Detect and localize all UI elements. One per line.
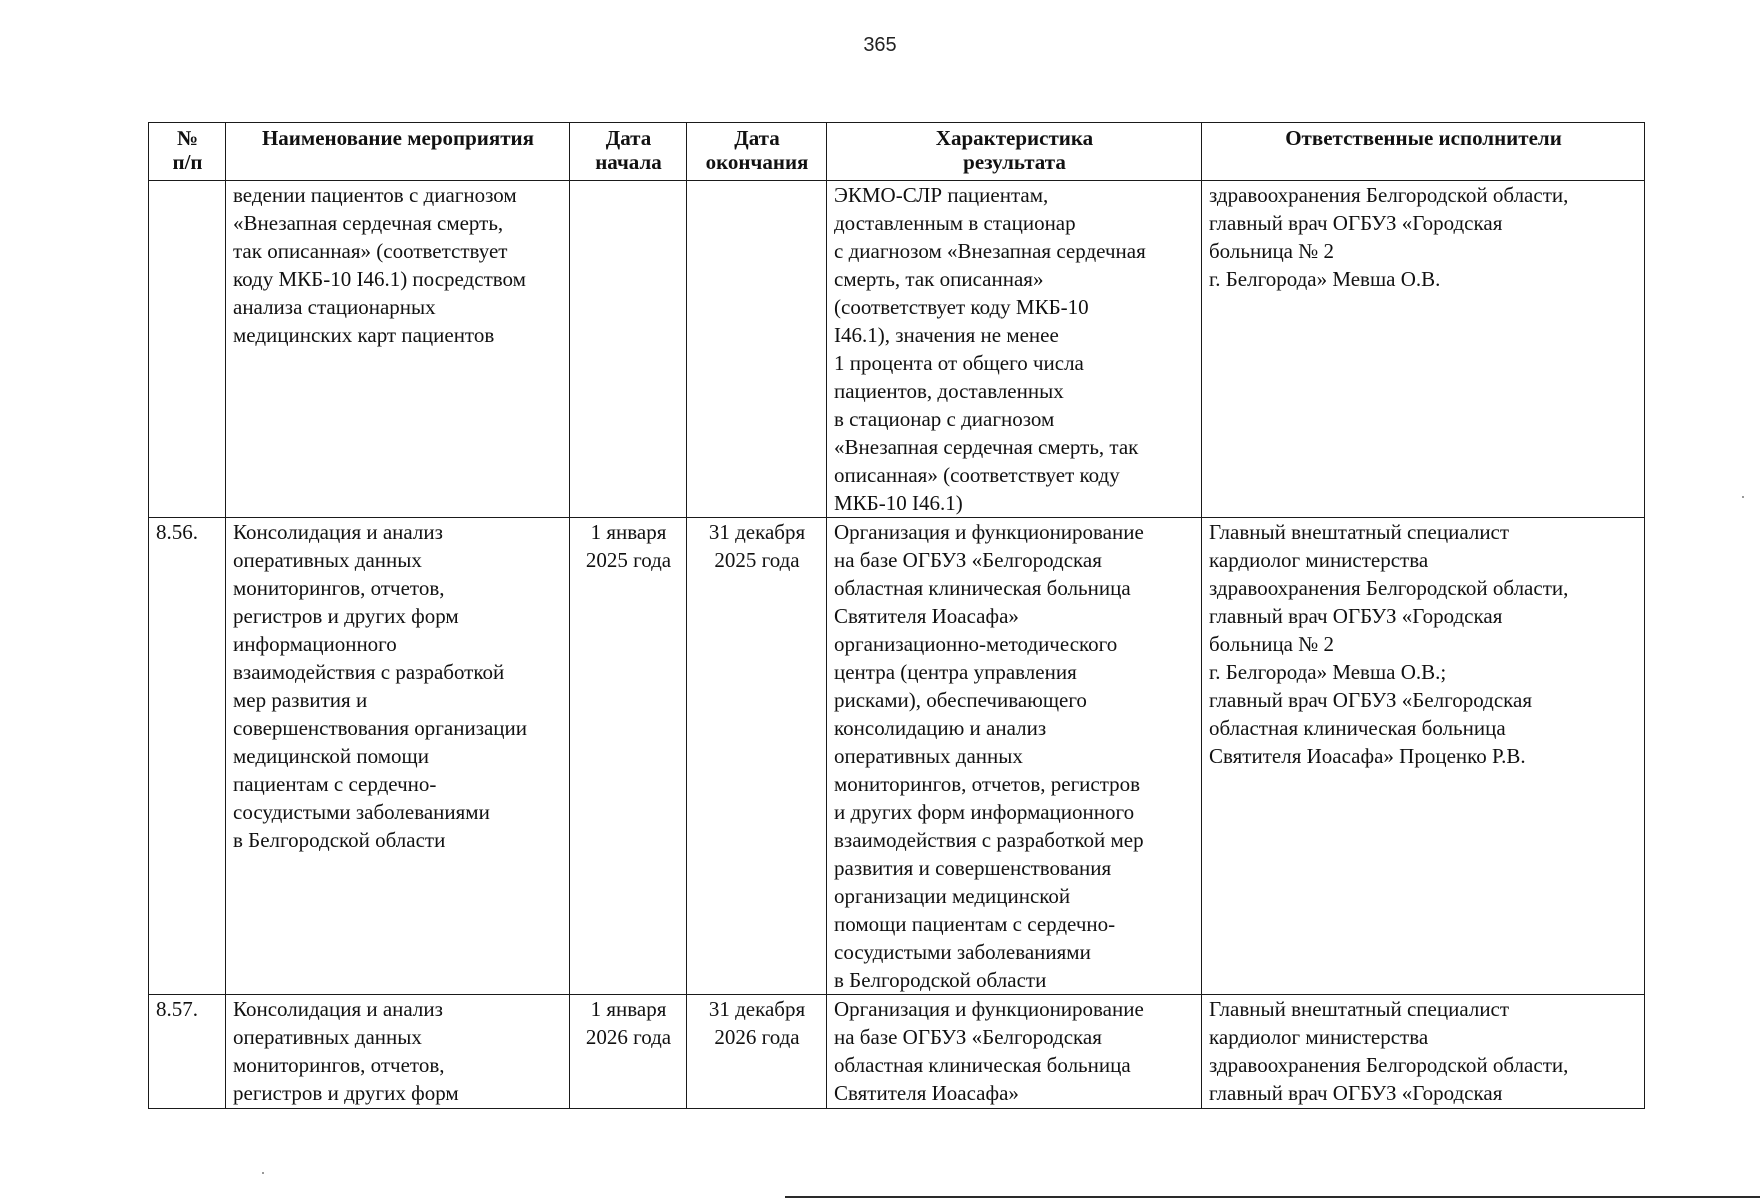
text-line: 2026 года bbox=[585, 1025, 672, 1049]
text-line: главный врач ОГБУЗ «Белгородская bbox=[1209, 688, 1533, 712]
text-line: 31 декабря bbox=[708, 520, 806, 544]
text-line: развития и совершенствования bbox=[834, 856, 1112, 880]
text-line: коду МКБ-10 I46.1) посредством bbox=[233, 267, 526, 291]
text-line: организационно-методического bbox=[834, 632, 1118, 656]
text-line: Организация и функционирование bbox=[834, 997, 1144, 1021]
responsible-persons bbox=[1202, 518, 1645, 995]
text-line: Святителя Иоасафа» Проценко Р.В. bbox=[1209, 744, 1526, 768]
text-line: главный врач ОГБУЗ «Городская bbox=[1209, 1081, 1503, 1105]
footer-rule bbox=[785, 1196, 1760, 1198]
scan-speck bbox=[262, 1172, 264, 1174]
text-line: взаимодействия с разработкой bbox=[233, 660, 505, 684]
text-line: с диагнозом «Внезапная сердечная bbox=[834, 239, 1146, 263]
text-line: Ответственные исполнители bbox=[1285, 126, 1562, 150]
text-line: начала bbox=[595, 150, 662, 174]
text-line: ЭКМО-СЛР пациентам, bbox=[834, 183, 1049, 207]
text-line: оперативных данных bbox=[834, 744, 1023, 768]
text-line: областная клиническая больница bbox=[1209, 716, 1506, 740]
text-line: регистров и других форм bbox=[233, 1081, 459, 1105]
start-date bbox=[570, 518, 687, 995]
table-row bbox=[149, 995, 1645, 1109]
text-line: информационного bbox=[233, 632, 397, 656]
text-line: центра (центра управления bbox=[834, 660, 1077, 684]
text-line: помощи пациентам с сердечно- bbox=[834, 912, 1116, 936]
text-line: смерть, так описанная» bbox=[834, 267, 1044, 291]
text-line: пациентов, доставленных bbox=[834, 379, 1064, 403]
table-row bbox=[149, 181, 1645, 518]
text-line: Наименование мероприятия bbox=[261, 126, 535, 150]
activities-table bbox=[148, 122, 1645, 1109]
text-line: в Белгородской области bbox=[233, 828, 446, 852]
row-number bbox=[149, 181, 226, 518]
text-line: мер развития и bbox=[233, 688, 368, 712]
text-line: в стационар с диагнозом bbox=[834, 407, 1055, 431]
row-number: 8.56. bbox=[149, 518, 226, 995]
scan-speck bbox=[1742, 496, 1744, 498]
text-line: Характеристика bbox=[935, 126, 1094, 150]
text-line: Святителя Иоасафа» bbox=[834, 604, 1019, 628]
header-result bbox=[827, 123, 1202, 181]
text-line: 1 процента от общего числа bbox=[834, 351, 1084, 375]
text-line: 2025 года bbox=[714, 548, 800, 572]
text-line: 2026 года bbox=[714, 1025, 800, 1049]
text-line: МКБ-10 I46.1) bbox=[834, 491, 963, 515]
text-line: п/п bbox=[172, 150, 203, 174]
result-description bbox=[827, 181, 1202, 518]
header-end-date bbox=[687, 123, 827, 181]
text-line: больница № 2 bbox=[1209, 632, 1335, 656]
text-line: здравоохранения Белгородской области, bbox=[1209, 576, 1569, 600]
text-line: Главный внештатный специалист bbox=[1209, 520, 1510, 544]
text-line: г. Белгорода» Мевша О.В. bbox=[1209, 267, 1441, 291]
result-description bbox=[827, 995, 1202, 1109]
text-line: медицинских карт пациентов bbox=[233, 323, 495, 347]
text-line: Святителя Иоасафа» bbox=[834, 1081, 1019, 1105]
activity-name bbox=[226, 518, 570, 995]
text-line: результата bbox=[963, 150, 1066, 174]
text-line: «Внезапная сердечная смерть, bbox=[233, 211, 504, 235]
text-line: ведении пациентов с диагнозом bbox=[233, 183, 517, 207]
start-date bbox=[570, 181, 687, 518]
text-line: мониторингов, отчетов, bbox=[233, 576, 445, 600]
table-row bbox=[149, 518, 1645, 995]
activity-name bbox=[226, 181, 570, 518]
text-line: и других форм информационного bbox=[834, 800, 1135, 824]
text-line: (соответствует коду МКБ-10 bbox=[834, 295, 1089, 319]
text-line: так описанная» (соответствует bbox=[233, 239, 508, 263]
text-line: Консолидация и анализ bbox=[233, 997, 443, 1021]
activity-name bbox=[226, 995, 570, 1109]
text-line: Дата bbox=[605, 126, 652, 150]
text-line: консолидацию и анализ bbox=[834, 716, 1047, 740]
header-responsible bbox=[1202, 123, 1645, 181]
text-line: главный врач ОГБУЗ «Городская bbox=[1209, 211, 1503, 235]
start-date bbox=[570, 995, 687, 1109]
text-line: здравоохранения Белгородской области, bbox=[1209, 1053, 1569, 1077]
text-line: Главный внештатный специалист bbox=[1209, 997, 1510, 1021]
text-line: на базе ОГБУЗ «Белгородская bbox=[834, 548, 1102, 572]
text-line: окончания bbox=[705, 150, 809, 174]
end-date bbox=[687, 181, 827, 518]
text-line: пациентам с сердечно- bbox=[233, 772, 437, 796]
page-number: 365 bbox=[863, 34, 897, 56]
text-line: на базе ОГБУЗ «Белгородская bbox=[834, 1025, 1102, 1049]
text-line: № bbox=[176, 126, 199, 150]
text-line: мониторингов, отчетов, bbox=[233, 1053, 445, 1077]
text-line: 1 января bbox=[590, 520, 667, 544]
text-line: организации медицинской bbox=[834, 884, 1071, 908]
text-line: кардиолог министерства bbox=[1209, 548, 1429, 572]
text-line: здравоохранения Белгородской области, bbox=[1209, 183, 1569, 207]
text-line: г. Белгорода» Мевша О.В.; bbox=[1209, 660, 1447, 684]
text-line: кардиолог министерства bbox=[1209, 1025, 1429, 1049]
text-line: оперативных данных bbox=[233, 548, 422, 572]
text-line: доставленным в стационар bbox=[834, 211, 1076, 235]
text-line: областная клиническая больница bbox=[834, 576, 1131, 600]
text-line: 1 января bbox=[590, 997, 667, 1021]
responsible-persons bbox=[1202, 995, 1645, 1109]
responsible-persons bbox=[1202, 181, 1645, 518]
text-line: 31 декабря bbox=[708, 997, 806, 1021]
text-line: анализа стационарных bbox=[233, 295, 436, 319]
text-line: мониторингов, отчетов, регистров bbox=[834, 772, 1141, 796]
text-line: 2025 года bbox=[585, 548, 672, 572]
text-line: областная клиническая больница bbox=[834, 1053, 1131, 1077]
text-line: в Белгородской области bbox=[834, 968, 1047, 992]
text-line: совершенствования организации bbox=[233, 716, 528, 740]
text-line: рисками), обеспечивающего bbox=[834, 688, 1087, 712]
text-line: сосудистыми заболеваниями bbox=[233, 800, 490, 824]
result-description bbox=[827, 518, 1202, 995]
text-line: I46.1), значения не менее bbox=[834, 323, 1059, 347]
row-number: 8.57. bbox=[149, 995, 226, 1109]
text-line: Консолидация и анализ bbox=[233, 520, 443, 544]
text-line: регистров и других форм bbox=[233, 604, 459, 628]
text-line: сосудистыми заболеваниями bbox=[834, 940, 1091, 964]
header-start-date bbox=[570, 123, 687, 181]
text-line: «Внезапная сердечная смерть, так bbox=[834, 435, 1139, 459]
end-date bbox=[687, 995, 827, 1109]
text-line: главный врач ОГБУЗ «Городская bbox=[1209, 604, 1503, 628]
end-date bbox=[687, 518, 827, 995]
table-header bbox=[149, 123, 1645, 181]
text-line: оперативных данных bbox=[233, 1025, 422, 1049]
text-line: медицинской помощи bbox=[233, 744, 429, 768]
text-line: Организация и функционирование bbox=[834, 520, 1144, 544]
text-line: больница № 2 bbox=[1209, 239, 1335, 263]
header-number bbox=[149, 123, 226, 181]
text-line: взаимодействия с разработкой мер bbox=[834, 828, 1144, 852]
header-activity-name bbox=[226, 123, 570, 181]
text-line: описанная» (соответствует коду bbox=[834, 463, 1120, 487]
text-line: Дата bbox=[734, 126, 780, 150]
